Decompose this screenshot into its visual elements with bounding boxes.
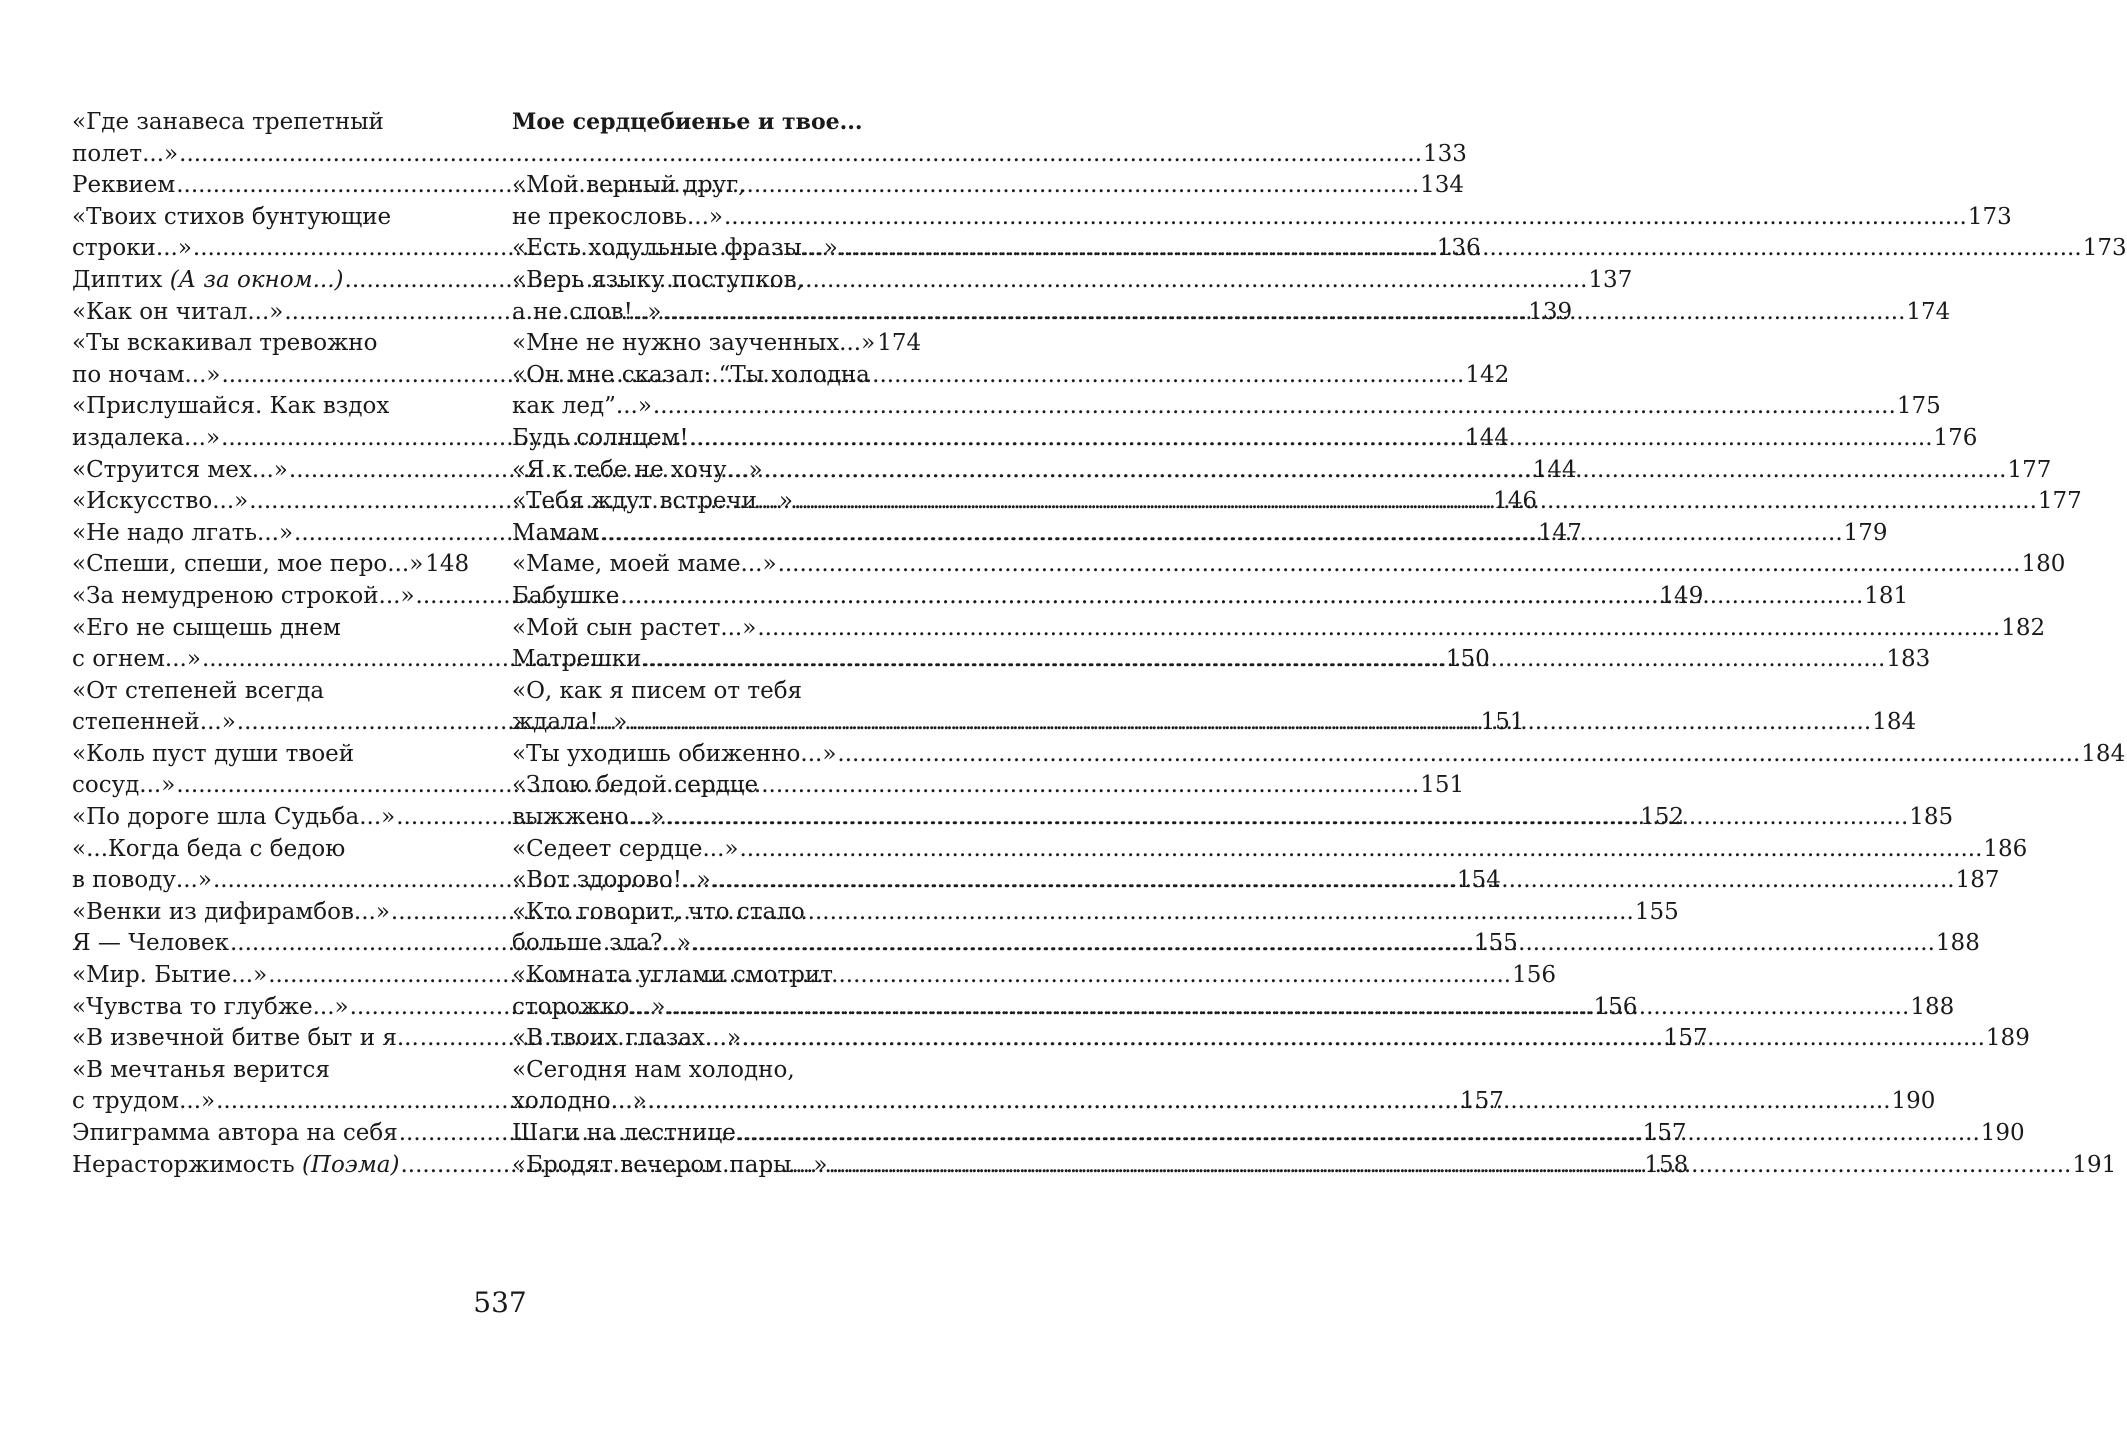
- dot-leader: [600, 518, 1843, 550]
- entry-title: [512, 834, 739, 866]
- toc-entry-continued: [72, 391, 468, 423]
- entry-title-text: Бабушке: [512, 582, 620, 609]
- entry-page-number: 187: [1955, 867, 2000, 894]
- entry-page-number: 186: [1983, 835, 2028, 862]
- entry-title-text: «Его не сыщешь днем: [72, 614, 341, 641]
- entry-page-number: 174: [877, 330, 922, 357]
- toc-entry-continued: [512, 265, 908, 297]
- entry-page-number: 156: [1512, 962, 1556, 989]
- entry-title: [512, 678, 802, 704]
- dot-leader: [828, 1150, 2071, 1182]
- entry-page-number: 147: [1537, 519, 1582, 546]
- entry-title-text: Реквием: [72, 172, 176, 199]
- entry-page-number: 175: [1896, 393, 1941, 420]
- entry-page-number: 133: [1423, 140, 1467, 167]
- entry-title-text: по ночам...»: [72, 361, 221, 388]
- toc-entry: [512, 391, 1941, 423]
- entry-title: [72, 423, 220, 455]
- entry-title-text: «Мир. Бытие...»: [72, 962, 268, 989]
- entry-title-text: в поводу...»: [72, 867, 212, 894]
- entry-title: [72, 615, 341, 641]
- entry-title-text: полет...»: [72, 140, 179, 167]
- entry-page-number: 150: [1445, 646, 1490, 673]
- entry-title-text: «Я к тебе не хочу...»: [512, 456, 763, 483]
- dot-leader: [666, 992, 1909, 1024]
- entry-title: [512, 1118, 736, 1150]
- entry-page-number: 173: [1967, 203, 2012, 230]
- dot-leader: [628, 707, 1871, 739]
- dot-leader: [665, 802, 1908, 834]
- entry-title-text: «За немудреною строкой...»: [72, 582, 415, 609]
- entry-title-text: «...Когда беда с бедою: [72, 835, 346, 862]
- entry-title: [72, 928, 229, 960]
- entry-page-number: 155: [1473, 930, 1518, 957]
- toc-entry-continued: [512, 170, 908, 202]
- entry-page-number: 176: [1933, 424, 1978, 451]
- entry-title: [72, 330, 377, 356]
- entry-title-text: Эпиграмма автора на себя: [72, 1120, 398, 1146]
- toc-entry-continued: [72, 1055, 468, 1087]
- dot-leader: [653, 391, 1896, 423]
- entry-title: [72, 865, 212, 897]
- entry-title: [512, 899, 805, 925]
- entry-title-text: «Где занавеса трепетный: [72, 109, 384, 135]
- entry-title-italic: (Поэма): [301, 1151, 400, 1178]
- entry-title: [512, 772, 758, 798]
- entry-title: [512, 549, 777, 581]
- entry-title: [72, 297, 283, 329]
- entry-page-number: 191: [2072, 1151, 2117, 1178]
- entry-title: [72, 1057, 330, 1083]
- entry-title: [512, 1023, 741, 1055]
- entry-page-number: 184: [1872, 709, 1917, 736]
- entry-title-text: «Ты уходишь обиженно...»: [512, 740, 837, 767]
- dot-leader: [794, 486, 2037, 518]
- entry-page-number: 185: [1909, 804, 1954, 831]
- toc-entry-continued: [512, 770, 908, 802]
- dot-leader: [690, 423, 1933, 455]
- entry-title: [512, 739, 836, 771]
- dot-leader: [642, 644, 1885, 676]
- entry-title-text: «Мой сын растет...»: [512, 614, 757, 641]
- entry-page-number: 157: [1663, 1025, 1708, 1052]
- dot-leader: [737, 1118, 1980, 1150]
- entry-title: [72, 802, 395, 834]
- toc-entry-continued: [72, 328, 468, 360]
- entry-title-text: «Мой верный друг,: [512, 172, 746, 199]
- entry-title-text: «Злою бедой сердце: [512, 772, 759, 799]
- entry-title-text: как лед”...»: [512, 393, 652, 420]
- entry-title-text: выжжено...»: [512, 804, 665, 831]
- entry-title: [512, 518, 599, 550]
- entry-title-text: «Тебя ждут встречи...»: [512, 488, 794, 515]
- entry-title: [72, 960, 267, 992]
- entry-page-number: 134: [1420, 172, 1465, 199]
- entry-title-text: строки...»: [72, 235, 192, 262]
- entry-page-number: 149: [1659, 582, 1704, 609]
- dot-leader: [692, 928, 1935, 960]
- entry-title-text: «Струится мех...»: [72, 456, 288, 483]
- toc-entry: [72, 549, 468, 581]
- entry-title: [72, 678, 324, 704]
- entry-page-number: 189: [1985, 1025, 2030, 1052]
- entry-title-text: Нерасторжимость: [72, 1151, 302, 1178]
- entry-title-text: сторожко...»: [512, 993, 666, 1020]
- entry-title-text: не прекословь...»: [512, 203, 723, 230]
- entry-title-text: с трудом...»: [72, 1088, 216, 1115]
- entry-title-text: «Верь языку поступков,: [512, 266, 804, 293]
- entry-title: [512, 1086, 647, 1118]
- toc-entry: [512, 739, 2126, 771]
- entry-title-text: «В извечной битве быт и я...: [72, 1025, 419, 1052]
- entry-title-text: «Сегодня нам холодно,: [512, 1056, 795, 1083]
- entry-title-text: «Ты вскакивал тревожно: [72, 330, 378, 357]
- entry-page-number: 142: [1465, 361, 1510, 388]
- toc-entry-continued: [512, 1055, 908, 1087]
- entry-title-text: степенней...»: [72, 709, 236, 736]
- entry-title: [72, 741, 354, 767]
- entry-title-text: «Спеши, спеши, мое перо...»: [72, 551, 424, 578]
- entry-page-number: 146: [1493, 488, 1538, 515]
- entry-title: [512, 707, 627, 739]
- entry-title: [512, 328, 875, 360]
- entry-title-text: «Чувства то глубже...»: [72, 993, 349, 1020]
- entry-title: [72, 109, 384, 135]
- entry-title-italic: (А за окном...): [169, 266, 344, 293]
- entry-title: [72, 644, 201, 676]
- dot-leader: [839, 233, 2082, 265]
- entry-title-text: «Маме, моей маме...»: [512, 551, 777, 578]
- entry-title-text: «О, как я писем от тебя: [512, 677, 803, 704]
- dot-leader: [742, 1023, 1985, 1055]
- entry-title: [72, 836, 345, 862]
- entry-title: [72, 1118, 398, 1150]
- entry-page-number: 155: [1634, 898, 1679, 925]
- entry-title: [512, 362, 870, 388]
- entry-title-text: «Седеет сердце...»: [512, 835, 739, 862]
- entry-title-text: «Вот здорово!..»: [512, 867, 711, 894]
- entry-title-text: «Кто говорит, что стало: [512, 898, 805, 925]
- entry-title: [72, 549, 423, 581]
- heading-spacer: [512, 139, 908, 171]
- dot-leader: [712, 865, 1955, 897]
- entry-title-text: «Твоих стихов бунтующие: [72, 203, 392, 230]
- entry-title: [512, 802, 664, 834]
- toc-entry-continued: [72, 107, 468, 139]
- entry-title: [512, 962, 833, 988]
- entry-title: [512, 486, 793, 518]
- dot-leader: [764, 455, 2007, 487]
- toc-entry-continued: [72, 613, 468, 645]
- entry-page-number: 177: [2007, 456, 2052, 483]
- entry-page-number: 180: [2021, 551, 2066, 578]
- entry-title-text: «В мечтанья верится: [72, 1056, 330, 1083]
- entry-title-text: ждала!..»: [512, 709, 628, 736]
- entry-title-text: больше зла?..»: [512, 930, 692, 957]
- entry-title-text: «Комната углами смотрит: [512, 962, 833, 989]
- entry-title: [512, 202, 723, 234]
- dot-leader: [778, 549, 2021, 581]
- entry-page-number: 151: [1480, 709, 1525, 736]
- entry-page-number: 148: [425, 551, 470, 578]
- entry-title-text: «Венки из дифирамбов...»: [72, 898, 390, 925]
- entry-title: [512, 928, 691, 960]
- toc-entry: [512, 328, 922, 360]
- entry-title-text: с огнем...»: [72, 646, 201, 673]
- entry-title: [72, 233, 192, 265]
- entry-title-text: «Коль пуст души твоей: [72, 740, 355, 767]
- entry-title-text: «Мне не нужно заученных...»: [512, 330, 876, 357]
- entry-title-text: «В твоих глазах...»: [512, 1025, 742, 1052]
- toc-entry-continued: [72, 834, 468, 866]
- entry-title: [512, 297, 662, 329]
- entry-title: [72, 707, 236, 739]
- entry-title-text: Шаги на лестнице: [512, 1120, 736, 1146]
- entry-page-number: 183: [1886, 646, 1931, 673]
- entry-title: [72, 265, 344, 297]
- dot-leader: [740, 834, 1983, 866]
- section-heading: Мое сердцебиенье и твое...: [512, 109, 863, 135]
- entry-title: [72, 518, 293, 550]
- entry-page-number: 188: [1935, 930, 1980, 957]
- entry-title: [72, 897, 390, 929]
- toc-entry-continued: [72, 202, 468, 234]
- entry-title: [512, 613, 756, 645]
- entry-title: [512, 391, 652, 423]
- entry-title-text: Мамам: [512, 519, 599, 546]
- toc-entry: [512, 202, 2012, 234]
- entry-page-number: 139: [1528, 298, 1573, 325]
- entry-title-text: Матрешки: [512, 646, 642, 673]
- entry-title-text: «От степеней всегда: [72, 677, 325, 704]
- entry-title: [512, 1057, 795, 1083]
- entry-page-number: 136: [1436, 235, 1481, 262]
- toc-entry-continued: [512, 960, 908, 992]
- toc-entry: [72, 139, 1467, 171]
- entry-title-text: а не слов!..»: [512, 298, 662, 325]
- entry-title: [72, 1023, 419, 1055]
- entry-page-number: 157: [1642, 1120, 1687, 1146]
- entry-title-text: «По дороге шла Судьба...»: [72, 804, 396, 831]
- entry-title: [512, 581, 619, 613]
- entry-title-text: издалека...»: [72, 424, 221, 451]
- entry-title: [512, 992, 665, 1024]
- entry-page-number: 188: [1910, 993, 1955, 1020]
- entry-page-number: 158: [1644, 1151, 1689, 1178]
- entry-page-number: 144: [1464, 424, 1509, 451]
- entry-title-text: Я — Человек: [72, 930, 229, 957]
- entry-page-number: 190: [1891, 1088, 1936, 1115]
- toc-entry: [512, 549, 2066, 581]
- toc-entry: [512, 834, 2028, 866]
- entry-title-text: «Прислушайся. Как вздох: [72, 393, 390, 420]
- entry-title-text: «Он мне сказал: “Ты холодна: [512, 361, 870, 388]
- entry-title-text: холодно...»: [512, 1088, 647, 1115]
- entry-title: [72, 139, 178, 171]
- entry-title-text: «Есть ходульные фразы...»: [512, 235, 838, 262]
- entry-title: [72, 486, 248, 518]
- entry-page-number: 154: [1456, 867, 1501, 894]
- entry-title: [512, 1150, 827, 1182]
- toc-entry-continued: [512, 897, 908, 929]
- toc-entry-continued: [512, 676, 908, 708]
- dot-leader: [663, 297, 1906, 329]
- entry-page-number: 174: [1906, 298, 1951, 325]
- entry-title-text: сосуд...»: [72, 772, 176, 799]
- toc-entry-continued: [72, 676, 468, 708]
- entry-title: [512, 172, 745, 198]
- entry-page-number: 181: [1864, 582, 1909, 609]
- entry-page-number: 179: [1843, 519, 1888, 546]
- entry-page-number: 173: [2082, 235, 2127, 262]
- entry-title: [72, 770, 175, 802]
- entry-title-text: «Бродят вечером пары...»: [512, 1151, 828, 1178]
- entry-page-number: 190: [1980, 1120, 2025, 1146]
- entry-title: [72, 204, 391, 230]
- entry-title: [512, 644, 641, 676]
- entry-title: [72, 581, 415, 613]
- entry-title: [512, 267, 804, 293]
- entry-title: [72, 1150, 399, 1182]
- toc-entry: [512, 613, 2046, 645]
- entry-page-number: 137: [1588, 266, 1633, 293]
- entry-title: [72, 992, 349, 1024]
- entry-title: [512, 455, 763, 487]
- dot-leader: [837, 739, 2080, 771]
- toc-entry-continued: [72, 739, 468, 771]
- entry-title: [72, 170, 175, 202]
- entry-title-text: Будь солнцем!: [512, 424, 689, 451]
- entry-title-text: «Не надо лгать...»: [72, 519, 294, 546]
- entry-page-number: 184: [2081, 740, 2126, 767]
- entry-title: [72, 1086, 215, 1118]
- page-number: 537: [473, 1286, 527, 1319]
- entry-title: [72, 455, 288, 487]
- entry-page-number: 177: [2037, 488, 2082, 515]
- entry-page-number: 156: [1593, 993, 1638, 1020]
- entry-title-text: Диптих: [72, 266, 170, 293]
- toc-entry-continued: [512, 360, 908, 392]
- entry-title: [512, 423, 689, 455]
- entry-title: [512, 865, 711, 897]
- entry-title: [72, 393, 389, 419]
- entry-page-number: 157: [1459, 1088, 1504, 1115]
- dot-leader: [724, 202, 1967, 234]
- entry-page-number: 151: [1420, 772, 1465, 799]
- entry-title-text: «Искусство...»: [72, 488, 249, 515]
- dot-leader: [648, 1086, 1891, 1118]
- entry-title: [512, 233, 838, 265]
- dot-leader: [620, 581, 1863, 613]
- entry-title-text: «Как он читал...»: [72, 298, 284, 325]
- dot-leader: [757, 613, 2000, 645]
- entry-page-number: 144: [1532, 456, 1577, 483]
- entry-page-number: 152: [1640, 804, 1685, 831]
- entry-page-number: 182: [2001, 614, 2046, 641]
- entry-title: [72, 360, 220, 392]
